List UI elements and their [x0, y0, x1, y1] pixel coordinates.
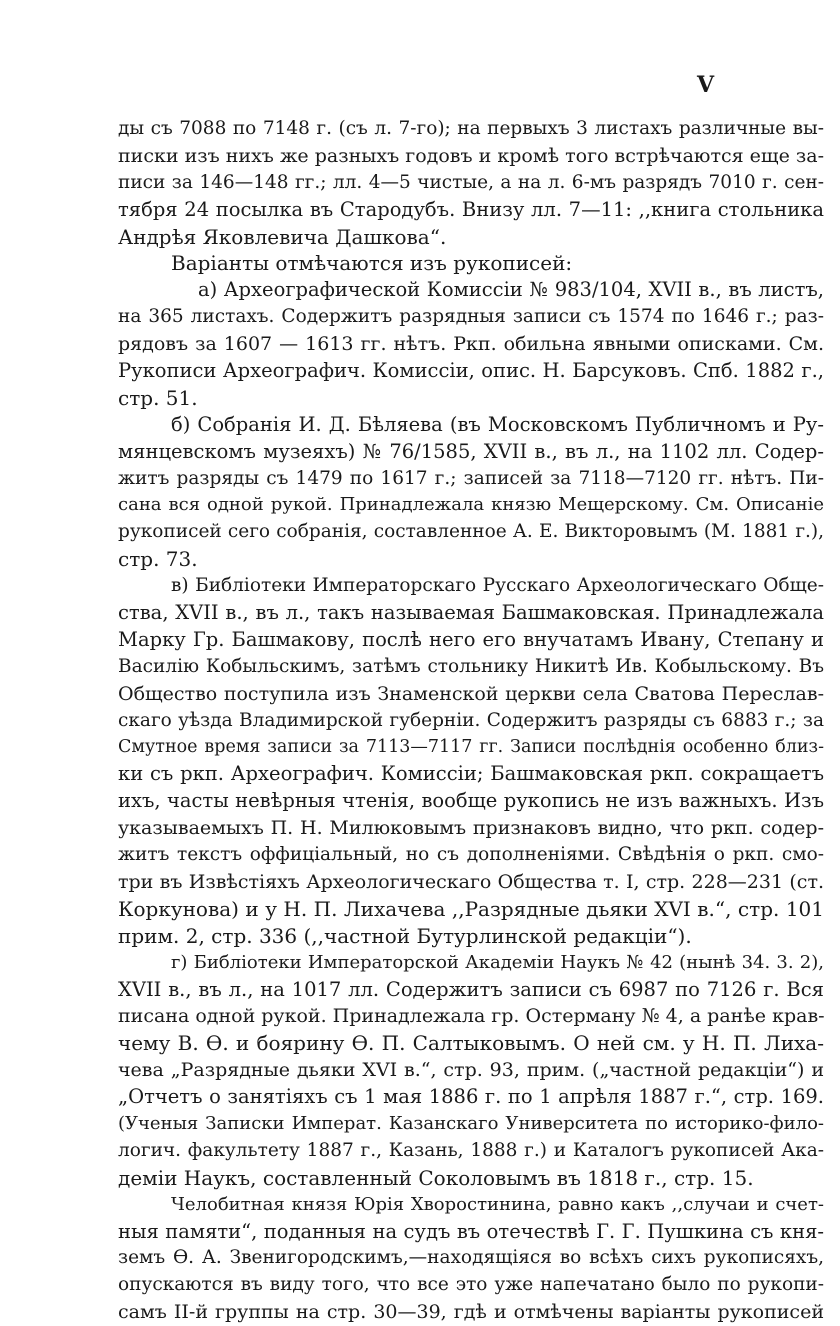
text-line: тября 24 посылка въ Стародубъ. Внизу лл. 7—11: ,,книга стольника [118, 197, 824, 221]
text-line: сана вся одной рукой. Принадлежала князю Мещерскому. См. Описаніе [118, 494, 824, 516]
text-line: б) Собранія И. Д. Бѣляева (въ Московскомъ Публичномъ и Ру- [171, 412, 824, 436]
text-line: ныя памяти“, поданныя на судъ въ отечествѣ Г. Г. Пушкина съ кня- [118, 1219, 824, 1243]
body-text [118, 116, 824, 1326]
page-number: V [697, 72, 716, 98]
text-line: в) Библіотеки Императорскаго Русскаго Археологическаго Обще- [171, 575, 824, 597]
text-line: Рукописи Археографич. Комиссіи, опис. Н. Барсуковъ. Спб. 1882 г., [118, 359, 824, 383]
text-line: ды съ 7088 по 7148 г. (съ л. 7-го); на первыхъ 3 листахъ различные вы- [118, 118, 824, 139]
text-line: мянцевскомъ музеяхъ) № 76/1585, XVII в., въ л., на 1102 лл. Содер- [118, 439, 824, 463]
text-line: логич. факультету 1887 г., Казань, 1888 г.) и Каталогъ рукописей Ака- [118, 1139, 824, 1161]
text-line: XVII в., въ л., на 1017 лл. Содержитъ записи съ 6987 по 7126 г. Вся [118, 977, 824, 1001]
text-line: г) Библіотеки Императорской Академіи Наукъ № 42 (нынѣ 34. 3. 2), [171, 951, 824, 973]
text-line: прим. 2, стр. 336 (,,частной Бутурлинской редакціи“). [118, 923, 692, 948]
text-line: стр. 51. [118, 385, 198, 410]
text-line: на 365 листахъ. Содержитъ разрядныя записи съ 1574 по 1646 г.; раз- [118, 306, 824, 328]
text-line: рядовъ за 1607 — 1613 гг. нѣтъ. Ркп. обильна явными описками. См. [118, 333, 824, 356]
text-line: Василію Кобыльскимъ, затѣмъ стольнику Никитѣ Ив. Кобыльскому. Въ [118, 655, 824, 677]
text-line: (Ученыя Записки Императ. Казанскаго Университета по историко-фило- [118, 1112, 824, 1134]
text-line: стр. 73. [118, 547, 198, 572]
text-line: ихъ, часты невѣрныя чтенія, вообще рукопись не изъ важныхъ. Изъ [118, 789, 824, 813]
text-line: писана одной рукой. Принадлежала гр. Остерману № 4, а ранѣе крав- [118, 1005, 825, 1028]
text-line: Коркунова) и у Н. П. Лихачева ,,Разрядные дьяки XVI в.“, стр. 101 [118, 896, 824, 921]
text-line: Варіанты отмѣчаются изъ рукописей: [171, 251, 573, 276]
text-line: Челобитная князя Юрія Хворостинина, равно какъ ,,случаи и счет- [171, 1193, 824, 1215]
text-line: писи за 146—148 гг.; лл. 4—5 чистые, а на л. 6-мъ разрядъ 7010 г. сен- [118, 171, 824, 193]
text-line: житъ разряды съ 1479 по 1617 г.; записей за 7118—7120 гг. нѣтъ. Пи- [118, 467, 824, 489]
text-line: три въ Извѣстіяхъ Археологическаго Общества т. I, стр. 228—231 (ст. [118, 870, 824, 893]
text-line: деміи Наукъ, составленный Соколовымъ въ 1818 г., стр. 15. [118, 1165, 754, 1190]
text-line: опускаются въ виду того, что все это уже напечатано было по рукопи- [118, 1274, 824, 1296]
text-line: а) Археографической Комиссіи № 983/104, XVII в., въ листъ, [198, 278, 824, 302]
text-line: Андрѣя Яковлевича Дашкова“. [118, 224, 447, 249]
text-line: „Отчетъ о занятіяхъ съ 1 мая 1886 г. по 1 апрѣля 1887 г.“, стр. 169. [118, 1085, 824, 1109]
text-line: указываемыхъ П. Н. Милюковымъ признаковъ видно, что ркп. содер- [118, 817, 824, 840]
text-line: самъ II-й группы на стр. 30—39, гдѣ и отмѣчены варіанты рукописей [118, 1301, 824, 1324]
text-line: Общество поступила изъ Знаменской церкви села Сватова Переслав- [118, 682, 824, 705]
text-line: рукописей сего собранія, составленное А. Е. Викторовымъ (М. 1881 г.), [118, 521, 824, 543]
text-line: чему В. Ѳ. и боярину Ѳ. П. Салтыковымъ. О ней см. у Н. П. Лиха- [118, 1031, 824, 1056]
text-line: ства, XVII в., въ л., такъ называемая Башмаковская. Принадлежала [118, 601, 824, 625]
text-line: житъ текстъ оффиціальный, но съ дополненіями. Свѣдѣнія о ркп. смо- [118, 844, 824, 866]
text-line: Марку Гр. Башмакову, послѣ него его внучатамъ Ивану, Степану и [118, 627, 824, 651]
text-line: чева „Разрядные дьяки XVI в.“, стр. 93, прим. („частной редакціи“) и [118, 1059, 824, 1082]
text-line: писки изъ нихъ же разныхъ годовъ и кромѣ того встрѣчаются еще за- [118, 144, 824, 167]
text-line: ки съ ркп. Археографич. Комиссіи; Башмаковская ркп. сокращаетъ [118, 762, 824, 786]
text-line: земъ Ѳ. А. Звенигородскимъ,—находящіяся во всѣхъ сихъ рукописяхъ, [118, 1247, 824, 1269]
text-line: скаго уѣзда Владимирской губерніи. Содержитъ разряды съ 6883 г.; за [118, 709, 824, 731]
text-line: Смутное время записи за 7113—7117 гг. Записи послѣднія особенно близ- [118, 737, 824, 758]
